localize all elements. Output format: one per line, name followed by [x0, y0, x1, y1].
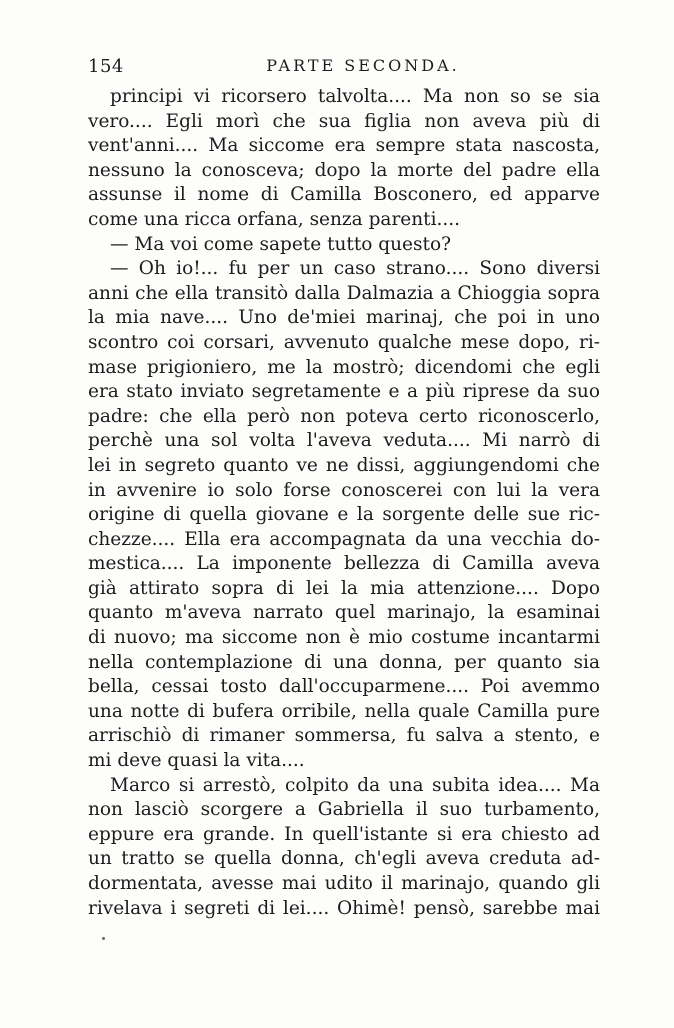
text-line: un tratto se quella donna, ch'egli aveva creduta ad-: [88, 848, 600, 870]
text-line: scontro coi corsari, avvenuto qualche mese dopo, ri-: [88, 331, 600, 353]
text-line: arrischiò di rimaner sommersa, fu salva a stento, e: [88, 725, 600, 747]
text-line: già attirato sopra di lei la mia attenzione.... Dopo: [88, 577, 600, 599]
text-line: assunse il nome di Camilla Bosconero, ed apparve: [88, 184, 600, 206]
text-line: in avvenire io solo forse conoscerei con lui la vera: [88, 479, 600, 501]
text-line: quanto m'aveva narrato quel marinajo, la esaminai: [88, 602, 600, 624]
text-line: lei in segreto quanto ve ne dissi, aggiungendomi che: [88, 454, 600, 476]
text-line: padre: che ella però non poteva certo riconoscerlo,: [88, 405, 600, 427]
text-line: non lasciò scorgere a Gabriella il suo turbamento,: [88, 799, 600, 821]
text-line: vent'anni.... Ma siccome era sempre stata nascosta,: [88, 135, 600, 157]
page-number: 154: [88, 56, 124, 77]
text-line: rivelava i segreti di lei.... Ohimè! pensò, sarebbe mai: [88, 897, 600, 919]
text-line: come una ricca orfana, senza parenti....: [88, 208, 461, 230]
text-line: bella, cessai tosto dall'occuparmene.... Poi avemmo: [88, 676, 600, 698]
text-line: origine di quella giovane e la sorgente delle sue ric-: [88, 504, 600, 526]
body-text: [88, 85, 600, 921]
text-line: una notte di bufera orribile, nella quale Camilla pure: [88, 700, 600, 722]
dialogue-line: — Ma voi come sapete tutto questo?: [110, 233, 451, 255]
page-header: [88, 56, 598, 80]
text-line: nessuno la conosceva; dopo la morte del padre ella: [88, 159, 600, 181]
text-line: chezze.... Ella era accompagnata da una vecchia do-: [88, 528, 600, 550]
text-line: eppure era grande. In quell'istante si era chiesto ad: [88, 823, 600, 845]
text-line: mase prigioniero, me la mostrò; dicendomi che egli: [88, 356, 600, 378]
text-line: la mia nave.... Uno de'miei marinaj, che poi in uno: [88, 307, 600, 329]
text-line: mestica.... La imponente bellezza di Camilla aveva: [88, 553, 600, 575]
text-line: anni che ella transitò dalla Dalmazia a Chioggia sopra: [88, 282, 600, 304]
text-line: Marco si arrestò, colpito da una subita idea.... Ma: [110, 774, 600, 796]
text-line: mi deve quasi la vita....: [88, 750, 305, 772]
dialogue-line: — Oh io!... fu per un caso strano.... Sono diversi: [110, 258, 600, 280]
text-line: perchè una sol volta l'aveva veduta.... Mi narrò di: [88, 430, 600, 452]
text-line: principi vi ricorsero talvolta.... Ma non so se sia: [110, 86, 600, 107]
text-line: nella contemplazione di una donna, per quanto sia: [88, 651, 600, 673]
text-line: di nuovo; ma siccome non è mio costume incantarmi: [88, 627, 600, 649]
paper-speck: [102, 937, 105, 940]
running-title: PARTE SECONDA.: [266, 56, 460, 75]
text-line: dormentata, avesse mai udito il marinajo, quando gli: [88, 873, 600, 894]
text-line: era stato inviato segretamente e a più riprese da suo: [88, 381, 600, 403]
text-line: vero.... Egli morì che sua figlia non aveva più di: [88, 110, 600, 132]
